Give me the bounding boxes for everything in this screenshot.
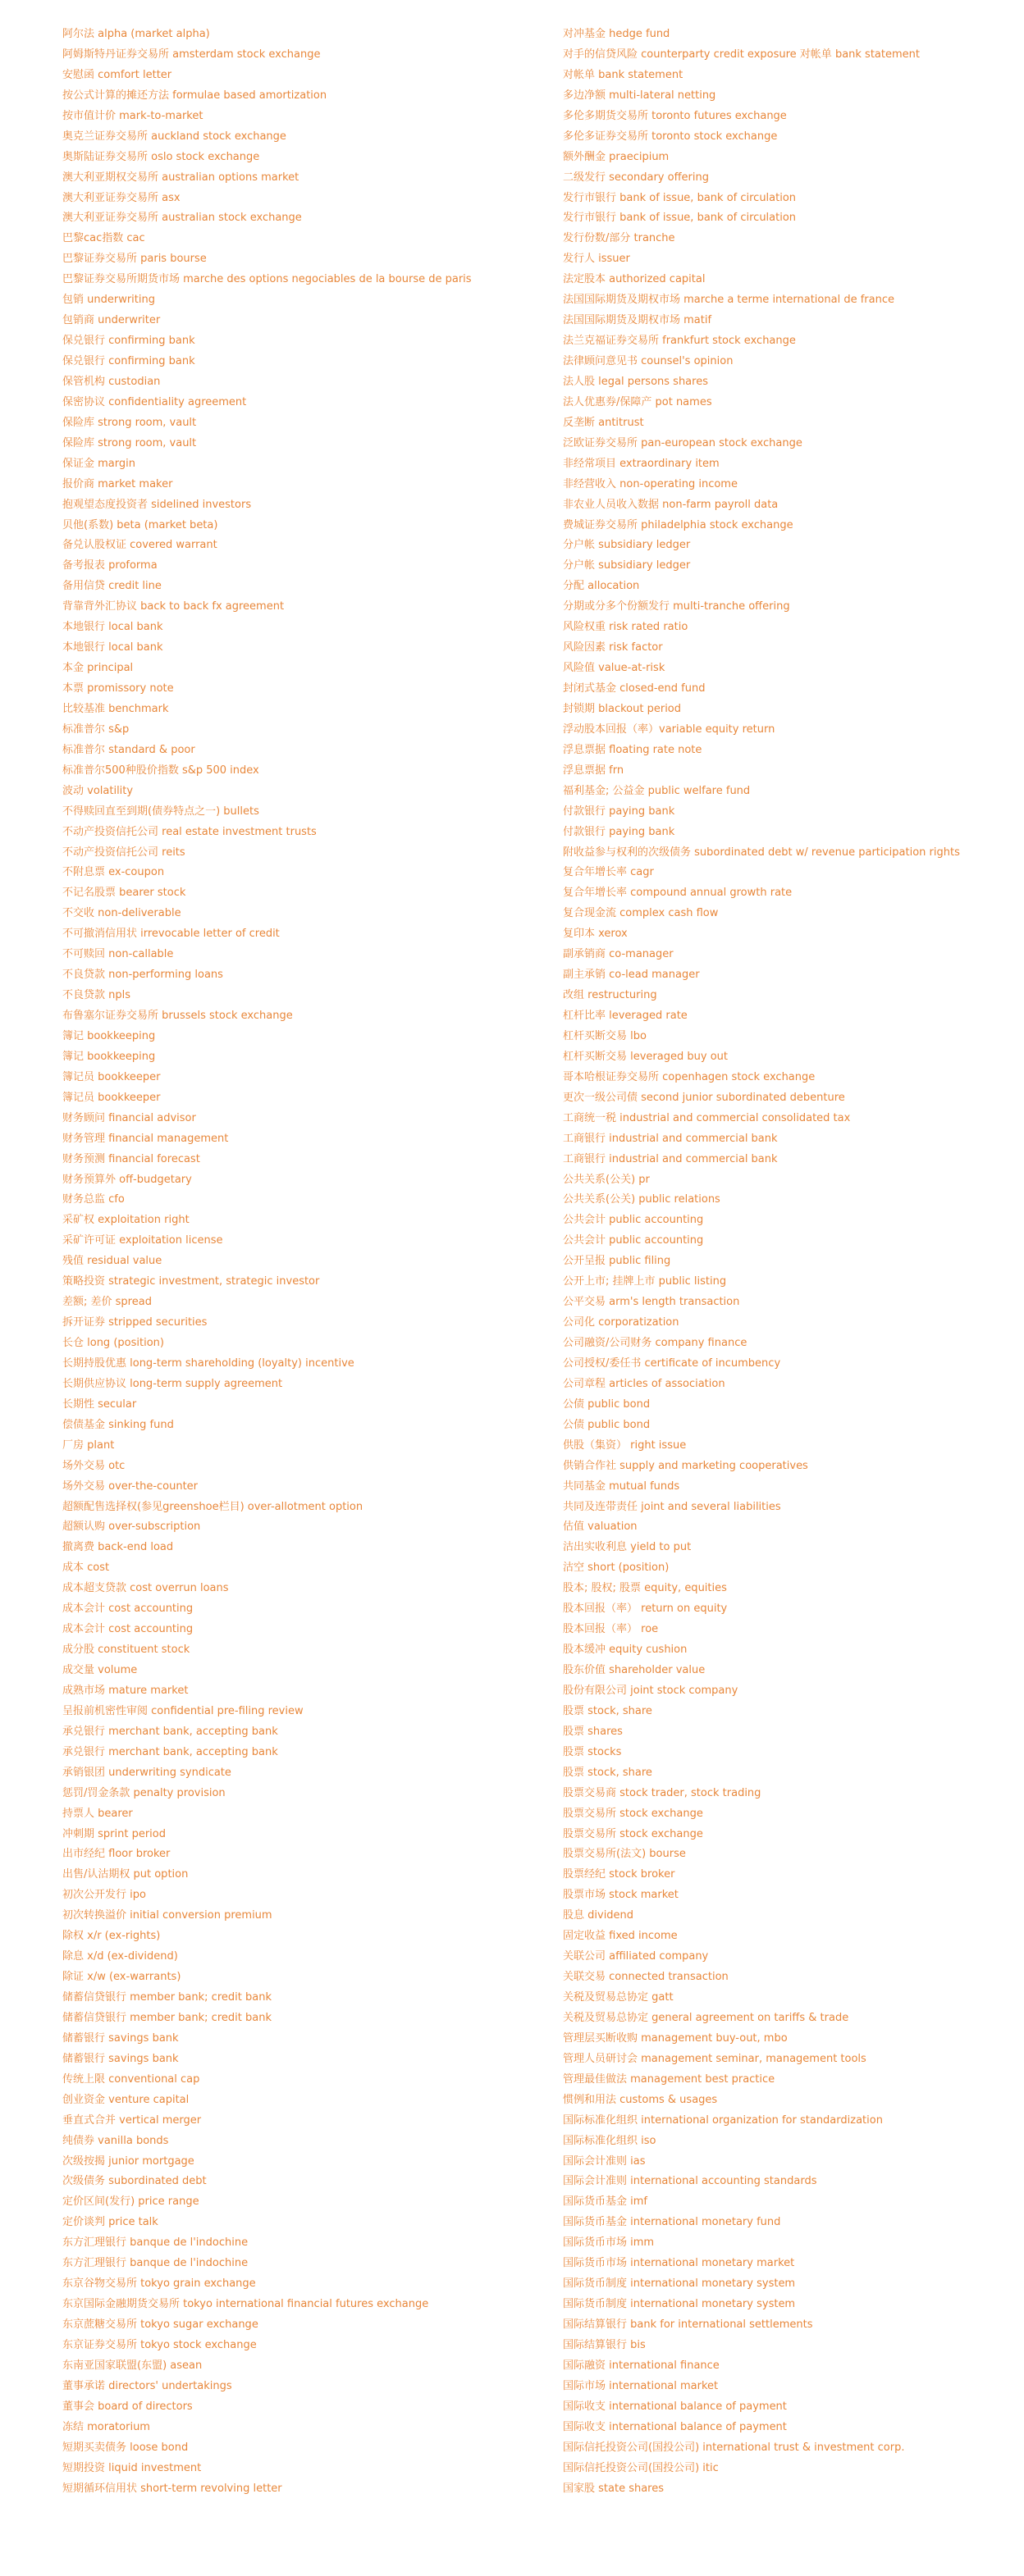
- glossary-entry: 管理最佳做法 management best practice: [563, 2072, 775, 2086]
- glossary-entry: 财务顾问 financial advisor: [62, 1111, 196, 1124]
- glossary-entry: 国际信托投资公司(国投公司) itic: [563, 2461, 719, 2474]
- glossary-entry: 公司化 corporatization: [563, 1316, 679, 1329]
- glossary-entry: 沽出实收利息 yield to put: [563, 1541, 692, 1554]
- glossary-entry: 布鲁塞尔证券交易所 brussels stock exchange: [62, 1010, 293, 1022]
- glossary-entry: 次级按揭 junior mortgage: [62, 2154, 194, 2168]
- glossary-entry: 除息 x/d (ex-dividend): [62, 1950, 178, 1963]
- glossary-entry: 簿记 bookkeeping: [62, 1029, 156, 1042]
- glossary-entry: 持票人 bearer: [62, 1807, 133, 1820]
- glossary-entry: 法律顾问意见书 counsel's opinion: [563, 355, 734, 367]
- glossary-entry: 不可撤消信用状 irrevocable letter of credit: [62, 928, 280, 941]
- glossary-entry: 复印本 xerox: [563, 928, 628, 941]
- glossary-entry: 非经营收入 non-operating income: [563, 477, 738, 490]
- glossary-entry: 二级发行 secondary offering: [563, 171, 709, 184]
- glossary-entry: 非农业人员收入数据 non-farm payroll data: [563, 498, 779, 511]
- glossary-entry: 公共会计 public accounting: [563, 1234, 704, 1247]
- glossary-entry: 成本超支贷款 cost overrun loans: [62, 1582, 229, 1595]
- glossary-entry: 国际融资 international finance: [563, 2359, 720, 2372]
- glossary-entry: 股本回报（率） return on equity: [563, 1603, 728, 1616]
- glossary-entry: 公司融资/公司财务 company finance: [563, 1337, 747, 1349]
- glossary-entry: 公共会计 public accounting: [563, 1214, 704, 1227]
- glossary-entry: 阿姆斯特丹证券交易所 amsterdam stock exchange: [62, 48, 321, 61]
- glossary-entry: 法国国际期货及期权市场 matif: [563, 314, 712, 327]
- glossary-entry: 波动 volatility: [62, 784, 134, 797]
- glossary-entry: 法定股本 authorized capital: [563, 273, 706, 286]
- glossary-entry: 财务总监 cfo: [62, 1193, 125, 1206]
- glossary-entry: 关税及贸易总协定 gatt: [563, 1991, 674, 2004]
- glossary-entry: 澳大利亚期权交易所 australian options market: [62, 171, 299, 184]
- glossary-entry: 股票交易商 stock trader, stock trading: [563, 1786, 761, 1799]
- glossary-entry: 除证 x/w (ex-warrants): [62, 1971, 181, 1984]
- glossary-entry: 储蓄银行 savings bank: [62, 2052, 179, 2065]
- glossary-entry: 股票 stocks: [563, 1745, 622, 1758]
- glossary-entry: 工商统一税 industrial and commercial consolidated tax: [563, 1111, 851, 1124]
- glossary-entry: 长仓 long (position): [62, 1337, 164, 1349]
- glossary-entry: 杠杆比率 leveraged rate: [563, 1010, 688, 1022]
- glossary-entry: 股票交易所 stock exchange: [563, 1827, 703, 1840]
- glossary-entry: 法人优惠券/保障产 pot names: [563, 395, 712, 408]
- glossary-entry: 成熟市场 mature market: [62, 1684, 189, 1697]
- glossary-entry: 国际会计准则 international accounting standards: [563, 2175, 817, 2188]
- glossary-entry: 东南亚国家联盟(东盟) asean: [62, 2359, 203, 2372]
- glossary-entry: 复合年增长率 compound annual growth rate: [563, 887, 793, 900]
- glossary-entry: 风险权重 risk rated ratio: [563, 621, 688, 634]
- glossary-entry: 多边净额 multi-lateral netting: [563, 89, 716, 102]
- glossary-entry: 场外交易 over-the-counter: [62, 1479, 199, 1493]
- glossary-entry: 国际结算银行 bank for international settlements: [563, 2318, 813, 2331]
- glossary-entry: 标准普尔 s&p: [62, 723, 130, 736]
- glossary-entry: 国际货币市场 imm: [563, 2236, 655, 2250]
- glossary-entry: 创业资金 venture capital: [62, 2093, 190, 2106]
- glossary-entry: 封锁期 blackout period: [563, 702, 682, 715]
- glossary-entry: 超额配售选择权(参见greenshoe栏目) over-allotment option: [62, 1500, 363, 1513]
- glossary-entry: 冲刺期 sprint period: [62, 1827, 166, 1840]
- glossary-entry: 公平交易 arm's length transaction: [563, 1296, 740, 1309]
- glossary-entry: 国际结算银行 bis: [563, 2338, 646, 2351]
- glossary-entry: 发行市银行 bank of issue, bank of circulation: [563, 191, 797, 204]
- glossary-entry: 本地银行 local bank: [62, 641, 163, 654]
- glossary-entry: 多伦多证券交易所 toronto stock exchange: [563, 130, 778, 143]
- glossary-entry: 发行市银行 bank of issue, bank of circulation: [563, 212, 797, 225]
- glossary-entry: 杠杆买断交易 lbo: [563, 1029, 647, 1042]
- glossary-entry: 国家股 state shares: [563, 2482, 665, 2495]
- glossary-entry: 国际收支 international balance of payment: [563, 2420, 787, 2433]
- glossary-entry: 法兰克福证券交易所 frankfurt stock exchange: [563, 335, 796, 348]
- glossary-entry: 不得赎回直至到期(债券特点之一) bullets: [62, 805, 259, 818]
- glossary-entry: 额外酬金 praecipium: [563, 150, 670, 163]
- glossary-entry: 费城证券交易所 philadelphia stock exchange: [563, 518, 793, 531]
- glossary-entry: 超额认购 over-subscription: [62, 1521, 201, 1534]
- glossary-entry: 股票交易所(法文) bourse: [563, 1848, 686, 1861]
- glossary-entry: 报价商 market maker: [62, 477, 173, 490]
- glossary-entry: 共同及连带责任 joint and several liabilities: [563, 1500, 781, 1513]
- glossary-entry: 承兑银行 merchant bank, accepting bank: [62, 1745, 278, 1758]
- glossary-entry: 按公式计算的摊还方法 formulae based amortization: [62, 89, 327, 102]
- glossary-entry: 采矿许可证 exploitation license: [62, 1234, 223, 1247]
- glossary-entry: 浮动股本回报（率）variable equity return: [563, 723, 775, 736]
- glossary-entry: 公共关系(公关) public relations: [563, 1193, 720, 1206]
- glossary-entry: 国际货币基金 international monetary fund: [563, 2216, 781, 2229]
- glossary-entry: 采矿权 exploitation right: [62, 1214, 190, 1227]
- glossary-entry: 东京国际金融期货交易所 tokyo international financial futures exchange: [62, 2298, 429, 2311]
- glossary-entry: 公开呈报 public filing: [563, 1255, 671, 1268]
- glossary-entry: 包销 underwriting: [62, 294, 155, 307]
- glossary-entry: 风险值 value-at-risk: [563, 662, 665, 675]
- glossary-entry: 国际市场 international market: [563, 2379, 719, 2392]
- glossary-entry: 安慰函 comfort letter: [62, 68, 172, 81]
- glossary-entry: 保兑银行 confirming bank: [62, 355, 195, 367]
- glossary-entry: 股本回报（率） roe: [563, 1623, 659, 1636]
- glossary-entry: 惩罚/罚金条款 penalty provision: [62, 1786, 226, 1799]
- glossary-entry: 公开上市; 挂牌上市 public listing: [563, 1275, 727, 1288]
- glossary-entry: 成本 cost: [62, 1562, 110, 1575]
- glossary-entry: 本地银行 local bank: [62, 621, 163, 634]
- glossary-entry: 公债 public bond: [563, 1418, 651, 1431]
- glossary-entry: 标准普尔 standard & poor: [62, 743, 195, 756]
- glossary-entry: 付款银行 paying bank: [563, 825, 675, 838]
- glossary-entry: 关联公司 affiliated company: [563, 1950, 709, 1963]
- glossary-entry: 股票 stock, share: [563, 1766, 652, 1779]
- glossary-entry: 公司章程 articles of association: [563, 1377, 725, 1390]
- glossary-entry: 成本会计 cost accounting: [62, 1623, 194, 1636]
- glossary-entry: 董事承诺 directors' undertakings: [62, 2379, 232, 2392]
- glossary-entry: 副主承销 co-lead manager: [563, 969, 700, 982]
- glossary-entry: 纯债券 vanilla bonds: [62, 2134, 169, 2147]
- glossary-entry: 哥本哈根证券交易所 copenhagen stock exchange: [563, 1070, 816, 1083]
- glossary-entry: 股票经纪 stock broker: [563, 1868, 675, 1881]
- glossary-entry: 董事会 board of directors: [62, 2400, 193, 2413]
- glossary-entry: 本票 promissory note: [62, 682, 174, 695]
- glossary-entry: 出市经纪 floor broker: [62, 1848, 171, 1861]
- glossary-entry: 股份有限公司 joint stock company: [563, 1684, 738, 1697]
- glossary-entry: 备兑认股权证 covered warrant: [62, 539, 217, 552]
- glossary-entry: 澳大利亚证券交易所 australian stock exchange: [62, 212, 302, 225]
- glossary-entry: 背靠背外汇协议 back to back fx agreement: [62, 600, 285, 613]
- glossary-entry: 股票市场 stock market: [563, 1889, 679, 1902]
- glossary-entry: 不动产投资信托公司 real estate investment trusts: [62, 825, 317, 838]
- glossary-entry: 分期或分多个份额发行 multi-tranche offering: [563, 600, 790, 613]
- glossary-entry: 不可赎回 non-callable: [62, 948, 174, 961]
- glossary-entry: 财务管理 financial management: [62, 1132, 229, 1145]
- glossary-entry: 分户帐 subsidiary ledger: [563, 559, 691, 572]
- glossary-entry: 成本会计 cost accounting: [62, 1603, 194, 1616]
- glossary-entry: 反垄断 antitrust: [563, 416, 644, 429]
- glossary-entry: 管理层买断收购 management buy-out, mbo: [563, 2031, 788, 2045]
- glossary-entry: 不记名股票 bearer stock: [62, 887, 186, 900]
- glossary-entry: 奥斯陆证券交易所 oslo stock exchange: [62, 150, 260, 163]
- glossary-entry: 泛欧证券交易所 pan-european stock exchange: [563, 436, 802, 449]
- glossary-entry: 承销银团 underwriting syndicate: [62, 1766, 231, 1779]
- glossary-entry: 共同基金 mutual funds: [563, 1479, 680, 1493]
- glossary-entry: 国际标准化组织 iso: [563, 2134, 656, 2147]
- glossary-entry: 残值 residual value: [62, 1255, 162, 1268]
- glossary-entry: 对手的信贷风险 counterparty credit exposure 对帐单 bank statement: [563, 48, 920, 61]
- glossary-entry: 沽空 short (position): [563, 1562, 670, 1575]
- glossary-entry: 封闭式基金 closed-end fund: [563, 682, 706, 695]
- glossary-entry: 关税及贸易总协定 general agreement on tariffs & trade: [563, 2011, 849, 2024]
- glossary-entry: 出售/认沽期权 put option: [62, 1868, 189, 1881]
- glossary-entry: 拆开证券 stripped securities: [62, 1316, 208, 1329]
- glossary-entry: 副承销商 co-manager: [563, 948, 674, 961]
- glossary-entry: 本金 principal: [62, 662, 134, 675]
- glossary-entry: 不动产投资信托公司 reits: [62, 846, 185, 859]
- glossary-entry: 东方汇理银行 banque de l'indochine: [62, 2236, 249, 2250]
- glossary-entry: 分户帐 subsidiary ledger: [563, 539, 691, 552]
- glossary-entry: 估值 valuation: [563, 1521, 638, 1534]
- glossary-entry: 发行人 issuer: [563, 253, 630, 266]
- glossary-entry: 阿尔法 alpha (market alpha): [62, 28, 210, 40]
- glossary-entry: 贝他(系数) beta (market beta): [62, 518, 218, 531]
- glossary-entry: 杠杆买断交易 leveraged buy out: [563, 1050, 728, 1063]
- glossary-entry: 承兑银行 merchant bank, accepting bank: [62, 1725, 278, 1738]
- glossary-entry: 改组 restructuring: [563, 989, 657, 1002]
- glossary-entry: 复合年增长率 cagr: [563, 866, 654, 879]
- glossary-entry: 冻结 moratorium: [62, 2420, 150, 2433]
- glossary-entry: 策略投资 strategic investment, strategic investor: [62, 1275, 320, 1288]
- glossary-entry: 附收益参与权利的次级债务 subordinated debt w/ revenue participation rights: [563, 846, 960, 859]
- glossary-entry: 法国国际期货及期权市场 marche a terme international de france: [563, 294, 894, 307]
- glossary-entry: 保密协议 confidentiality agreement: [62, 395, 247, 408]
- glossary-entry: 工商银行 industrial and commercial bank: [563, 1152, 778, 1165]
- glossary-entry: 场外交易 otc: [62, 1459, 126, 1472]
- glossary-entry: 财务预算外 off-budgetary: [62, 1173, 192, 1186]
- glossary-entry: 初次转换溢价 initial conversion premium: [62, 1909, 272, 1922]
- glossary-entry: 更次一级公司债 second junior subordinated debenture: [563, 1091, 845, 1104]
- glossary-entry: 簿记员 bookkeeper: [62, 1091, 161, 1104]
- glossary-entry: 巴黎证券交易所 paris bourse: [62, 253, 207, 266]
- glossary-entry: 财务预测 financial forecast: [62, 1152, 200, 1165]
- glossary-entry: 公共关系(公关) pr: [563, 1173, 650, 1186]
- glossary-entry: 东京蔗糖交易所 tokyo sugar exchange: [62, 2318, 258, 2331]
- glossary-entry: 呈报前机密性审阅 confidential pre-filing review: [62, 1704, 304, 1717]
- glossary-entry: 备考报表 proforma: [62, 559, 158, 572]
- glossary-entry: 长期供应协议 long-term supply agreement: [62, 1377, 283, 1390]
- glossary-entry: 股息 dividend: [563, 1909, 634, 1922]
- glossary-entry: 股票交易所 stock exchange: [563, 1807, 703, 1820]
- glossary-entry: 管理人员研讨会 management seminar, management tools: [563, 2052, 866, 2065]
- glossary-entry: 保兑银行 confirming bank: [62, 335, 195, 348]
- glossary-entry: 国际货币制度 international monetary system: [563, 2298, 796, 2311]
- glossary-entry: 法人股 legal persons shares: [563, 375, 708, 388]
- glossary-entry: 惯例和用法 customs & usages: [563, 2093, 718, 2106]
- glossary-entry: 保险库 strong room, vault: [62, 416, 197, 429]
- glossary-entry: 澳大利亚证券交易所 asx: [62, 191, 181, 204]
- glossary-entry: 股东价值 shareholder value: [563, 1664, 706, 1676]
- glossary-entry: 付款银行 paying bank: [563, 805, 675, 818]
- glossary-entry: 复合现金流 complex cash flow: [563, 907, 719, 920]
- glossary-entry: 股票 shares: [563, 1725, 623, 1738]
- glossary-entry: 发行份数/部分 tranche: [563, 232, 675, 245]
- glossary-entry: 初次公开发行 ipo: [62, 1889, 146, 1902]
- glossary-entry: 成分股 constituent stock: [62, 1644, 190, 1657]
- glossary-entry: 保管机构 custodian: [62, 375, 161, 388]
- glossary-entry: 东京证券交易所 tokyo stock exchange: [62, 2338, 257, 2351]
- glossary-entry: 簿记员 bookkeeper: [62, 1070, 161, 1083]
- glossary-entry: 除权 x/r (ex-rights): [62, 1930, 161, 1943]
- glossary-entry: 定价谈判 price talk: [62, 2216, 158, 2229]
- glossary-entry: 国际收支 international balance of payment: [563, 2400, 787, 2413]
- glossary-entry: 股本缓冲 equity cushion: [563, 1644, 688, 1657]
- glossary-entry: 巴黎证券交易所期货市场 marche des options negociables de la bourse de paris: [62, 273, 472, 286]
- glossary-entry: 比较基准 benchmark: [62, 702, 169, 715]
- glossary-entry: 按市值计价 mark-to-market: [62, 109, 203, 122]
- glossary-entry: 国际会计准则 ias: [563, 2154, 646, 2168]
- glossary-entry: 股票 stock, share: [563, 1704, 652, 1717]
- glossary-entry: 东方汇理银行 banque de l'indochine: [62, 2257, 249, 2270]
- glossary-left-column: [62, 25, 546, 2499]
- glossary-entry: 国际信托投资公司(国投公司) international trust & investment corp.: [563, 2441, 905, 2454]
- glossary-entry: 公债 public bond: [563, 1397, 651, 1411]
- glossary-entry: 备用信贷 credit line: [62, 580, 162, 593]
- glossary-entry: 差额; 差价 spread: [62, 1296, 152, 1309]
- glossary-entry: 对帐单 bank statement: [563, 68, 683, 81]
- glossary-entry: 福利基金; 公益金 public welfare fund: [563, 784, 751, 797]
- glossary-entry: 保险库 strong room, vault: [62, 436, 197, 449]
- glossary-entry: 储蓄信贷银行 member bank; credit bank: [62, 1991, 272, 2004]
- glossary-entry: 长期性 secular: [62, 1397, 137, 1411]
- glossary-entry: 非经常项目 extraordinary item: [563, 457, 720, 470]
- glossary-entry: 短期循环信用状 short-term revolving letter: [62, 2482, 282, 2495]
- glossary-entry: 浮息票据 frn: [563, 764, 624, 777]
- glossary-entry: 分配 allocation: [563, 580, 640, 593]
- glossary-entry: 供股（集资） right issue: [563, 1438, 687, 1452]
- glossary-entry: 不交收 non-deliverable: [62, 907, 181, 920]
- glossary-entry: 定价区间(发行) price range: [62, 2195, 199, 2209]
- glossary-entry: 国际货币市场 international monetary market: [563, 2257, 795, 2270]
- glossary-entry: 国际货币基金 imf: [563, 2195, 647, 2209]
- glossary-entry: 短期买卖债务 loose bond: [62, 2441, 189, 2454]
- glossary-entry: 公司授权/委任书 certificate of incumbency: [563, 1356, 781, 1370]
- glossary-entry: 国际标准化组织 international organization for standardization: [563, 2113, 883, 2127]
- glossary-entry: 成交量 volume: [62, 1664, 138, 1676]
- glossary-entry: 对冲基金 hedge fund: [563, 28, 670, 40]
- glossary-entry: 巴黎cac指数 cac: [62, 232, 145, 245]
- glossary-entry: 风险因素 risk factor: [563, 641, 663, 654]
- glossary-entry: 标准普尔500种股价指数 s&p 500 index: [62, 764, 259, 777]
- glossary-entry: 股本; 股权; 股票 equity, equities: [563, 1582, 727, 1595]
- glossary-entry: 储蓄信贷银行 member bank; credit bank: [62, 2011, 272, 2024]
- glossary-entry: 固定收益 fixed income: [563, 1930, 678, 1943]
- glossary-entry: 供销合作社 supply and marketing cooperatives: [563, 1459, 808, 1472]
- glossary-entry: 撤离费 back-end load: [62, 1541, 174, 1554]
- glossary-entry: 关联交易 connected transaction: [563, 1971, 729, 1984]
- glossary-entry: 工商银行 industrial and commercial bank: [563, 1132, 778, 1145]
- glossary-entry: 短期投资 liquid investment: [62, 2461, 202, 2474]
- glossary-entry: 储蓄银行 savings bank: [62, 2031, 179, 2045]
- glossary-entry: 厂房 plant: [62, 1438, 115, 1452]
- glossary-entry: 不良贷款 non-performing loans: [62, 969, 223, 982]
- glossary-entry: 多伦多期货交易所 toronto futures exchange: [563, 109, 787, 122]
- glossary-entry: 保证金 margin: [62, 457, 135, 470]
- glossary-entry: 不附息票 ex-coupon: [62, 866, 165, 879]
- glossary-entry: 簿记 bookkeeping: [62, 1050, 156, 1063]
- glossary-entry: 传统上限 conventional cap: [62, 2072, 200, 2086]
- glossary-entry: 不良贷款 npls: [62, 989, 131, 1002]
- glossary-entry: 包销商 underwriter: [62, 314, 161, 327]
- glossary-entry: 奥克兰证券交易所 auckland stock exchange: [62, 130, 286, 143]
- glossary-entry: 国际货币制度 international monetary system: [563, 2277, 796, 2291]
- glossary-entry: 长期持股优惠 long-term shareholding (loyalty) incentive: [62, 1356, 354, 1370]
- glossary-entry: 浮息票据 floating rate note: [563, 743, 702, 756]
- glossary-entry: 东京谷物交易所 tokyo grain exchange: [62, 2277, 256, 2291]
- glossary-right-column: [563, 25, 1022, 2499]
- glossary-entry: 次级债务 subordinated debt: [62, 2175, 207, 2188]
- glossary-entry: 垂直式合并 vertical merger: [62, 2113, 202, 2127]
- glossary-entry: 抱观望态度投资者 sidelined investors: [62, 498, 252, 511]
- glossary-entry: 偿债基金 sinking fund: [62, 1418, 174, 1431]
